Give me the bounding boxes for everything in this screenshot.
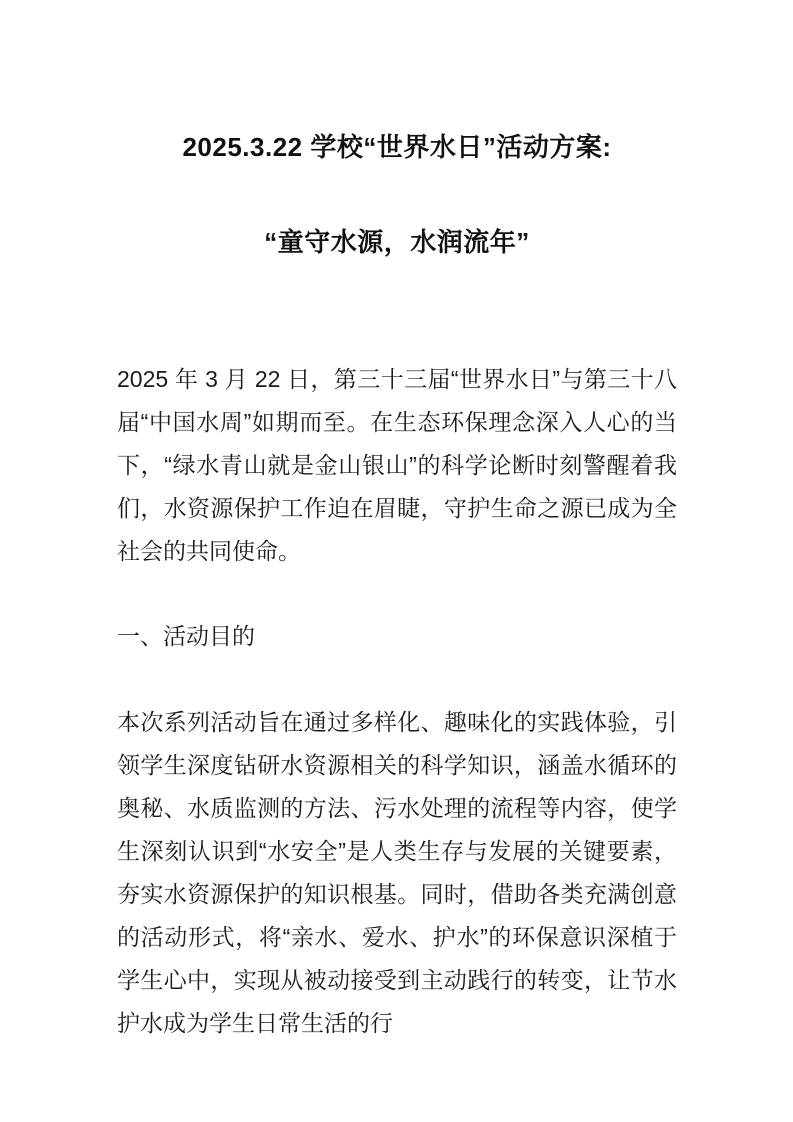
- page-subtitle: “童守水源，水润流年”: [264, 227, 530, 257]
- section-heading-activity-purpose: 一、活动目的: [117, 623, 255, 649]
- section-paragraph-activity-purpose: 本次系列活动旨在通过多样化、趣味化的实践体验，引领学生深度钻研水资源相关的科学知识，涵盖水循环的奥秘、水质监测的方法、污水处理的流程等内容，使学生深刻认识到“水安全”是人类生存与发展的关键要素，夯实水资源保护的知识根基。同时，借助各类充满创意的活动形式，将“亲水、爱水、护水”的环保意识深植于学生心中，实现从被动接受到主动践行的转变，让节水护水成为学生日常生活的行: [117, 709, 677, 1036]
- document-content: [117, 0, 677, 1045]
- intro-paragraph: 2025 年 3 月 22 日，第三十三届“世界水日”与第三十八届“中国水周”如期而至。在生态环保理念深入人心的当下，“绿水青山就是金山银山”的科学论断时刻警醒着我们，水资源保护工作迫在眉睫，守护生命之源已成为全社会的共同使命。: [117, 366, 677, 564]
- page-title: 2025.3.22 学校“世界水日”活动方案:: [182, 132, 612, 162]
